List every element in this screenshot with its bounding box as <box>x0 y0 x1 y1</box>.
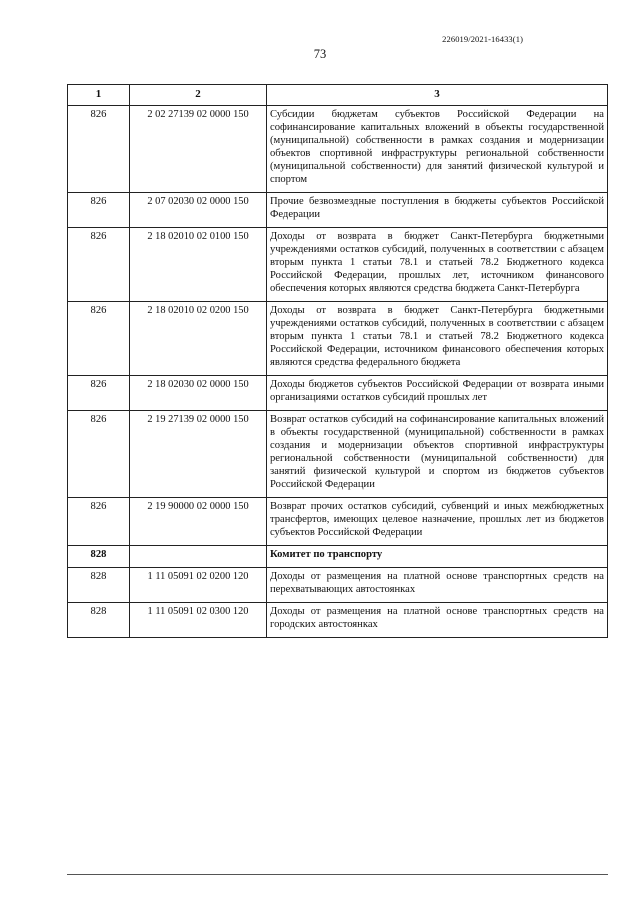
revenue-code-cell: 2 19 27139 02 0000 150 <box>130 411 267 498</box>
administrator-code-cell: 828 <box>68 546 130 568</box>
table-section-row <box>68 546 608 568</box>
table-row <box>68 498 608 546</box>
table-row <box>68 228 608 302</box>
column-header-1: 1 <box>68 85 130 106</box>
revenue-description-cell: Возврат остатков субсидий на софинансирование капитальных вложений в объекты государственной (муниципальной) собственности в рамках создания и модернизации объектов спортивной инфраструктуры региональной собственности (муниципальной собственности) для занятий физической культурой и спортом из бюджетов субъектов Российской Федерации <box>267 411 608 498</box>
table-row <box>68 193 608 228</box>
table-row <box>68 302 608 376</box>
administrator-code-cell: 826 <box>68 193 130 228</box>
revenue-description-cell: Субсидии бюджетам субъектов Российской Федерации на софинансирование капитальных вложений в объекты государственной (муниципальной) собственности в рамках создания и модернизации объектов спортивной инфраструктуры региональной собственности (муниципальной собственности) для занятий физической культурой и спортом <box>267 106 608 193</box>
table-row <box>68 568 608 603</box>
table-row <box>68 411 608 498</box>
administrator-name-cell: Комитет по транспорту <box>267 546 608 568</box>
revenue-code-cell: 2 19 90000 02 0000 150 <box>130 498 267 546</box>
document-registration-number: 226019/2021-16433(1) <box>442 34 523 44</box>
page-number: 73 <box>313 47 327 61</box>
revenue-description-cell: Доходы от возврата в бюджет Санкт-Петербурга бюджетными учреждениями остатков субсидий, полученных в соответствии с абзацем вторым пункта 1 статьи 78.1 и статьей 78.2 Бюджетного кодекса Российской Федерации, прошлых лет, источником финансового обеспечения которых являются средства бюджета Санкт-Петербурга <box>267 228 608 302</box>
column-header-3: 3 <box>267 85 608 106</box>
revenue-description-cell: Доходы от размещения на платной основе транспортных средств на перехватывающих автостоянках <box>267 568 608 603</box>
administrator-code-cell: 826 <box>68 106 130 193</box>
administrator-code-cell: 826 <box>68 411 130 498</box>
table-header-row <box>68 85 608 106</box>
revenue-description-cell: Возврат прочих остатков субсидий, субвенций и иных межбюджетных трансфертов, имеющих целевое назначение, прошлых лет из бюджетов субъектов Российской Федерации <box>267 498 608 546</box>
revenue-code-cell: 2 18 02010 02 0200 150 <box>130 302 267 376</box>
revenue-description-cell: Прочие безвозмездные поступления в бюджеты субъектов Российской Федерации <box>267 193 608 228</box>
administrator-code-cell: 826 <box>68 376 130 411</box>
administrator-code-cell: 828 <box>68 603 130 638</box>
table-row <box>68 106 608 193</box>
revenue-code-cell: 2 18 02030 02 0000 150 <box>130 376 267 411</box>
administrator-code-cell: 828 <box>68 568 130 603</box>
administrator-code-cell: 826 <box>68 498 130 546</box>
administrator-code-cell: 826 <box>68 302 130 376</box>
table-row <box>68 376 608 411</box>
table-row <box>68 603 608 638</box>
revenue-description-cell: Доходы от возврата в бюджет Санкт-Петербурга бюджетными учреждениями остатков субсидий, полученных в соответствии с абзацем вторым пункта 1 статьи 78.1 и статьей 78.2 Бюджетного кодекса Российской Федерации, источником финансового обеспечения которых являются средства федерального бюджета <box>267 302 608 376</box>
revenue-description-cell: Доходы от размещения на платной основе транспортных средств на городских автостоянках <box>267 603 608 638</box>
page-bottom-rule <box>67 874 608 875</box>
column-header-2: 2 <box>130 85 267 106</box>
revenue-code-cell: 1 11 05091 02 0300 120 <box>130 603 267 638</box>
revenue-description-cell: Доходы бюджетов субъектов Российской Федерации от возврата иными организациями остатков субсидий прошлых лет <box>267 376 608 411</box>
administrator-code-cell: 826 <box>68 228 130 302</box>
revenue-code-cell: 2 02 27139 02 0000 150 <box>130 106 267 193</box>
revenue-classification-table <box>67 84 608 638</box>
revenue-code-cell: 1 11 05091 02 0200 120 <box>130 568 267 603</box>
revenue-code-cell: 2 07 02030 02 0000 150 <box>130 193 267 228</box>
revenue-code-cell: 2 18 02010 02 0100 150 <box>130 228 267 302</box>
revenue-code-cell <box>130 546 267 568</box>
